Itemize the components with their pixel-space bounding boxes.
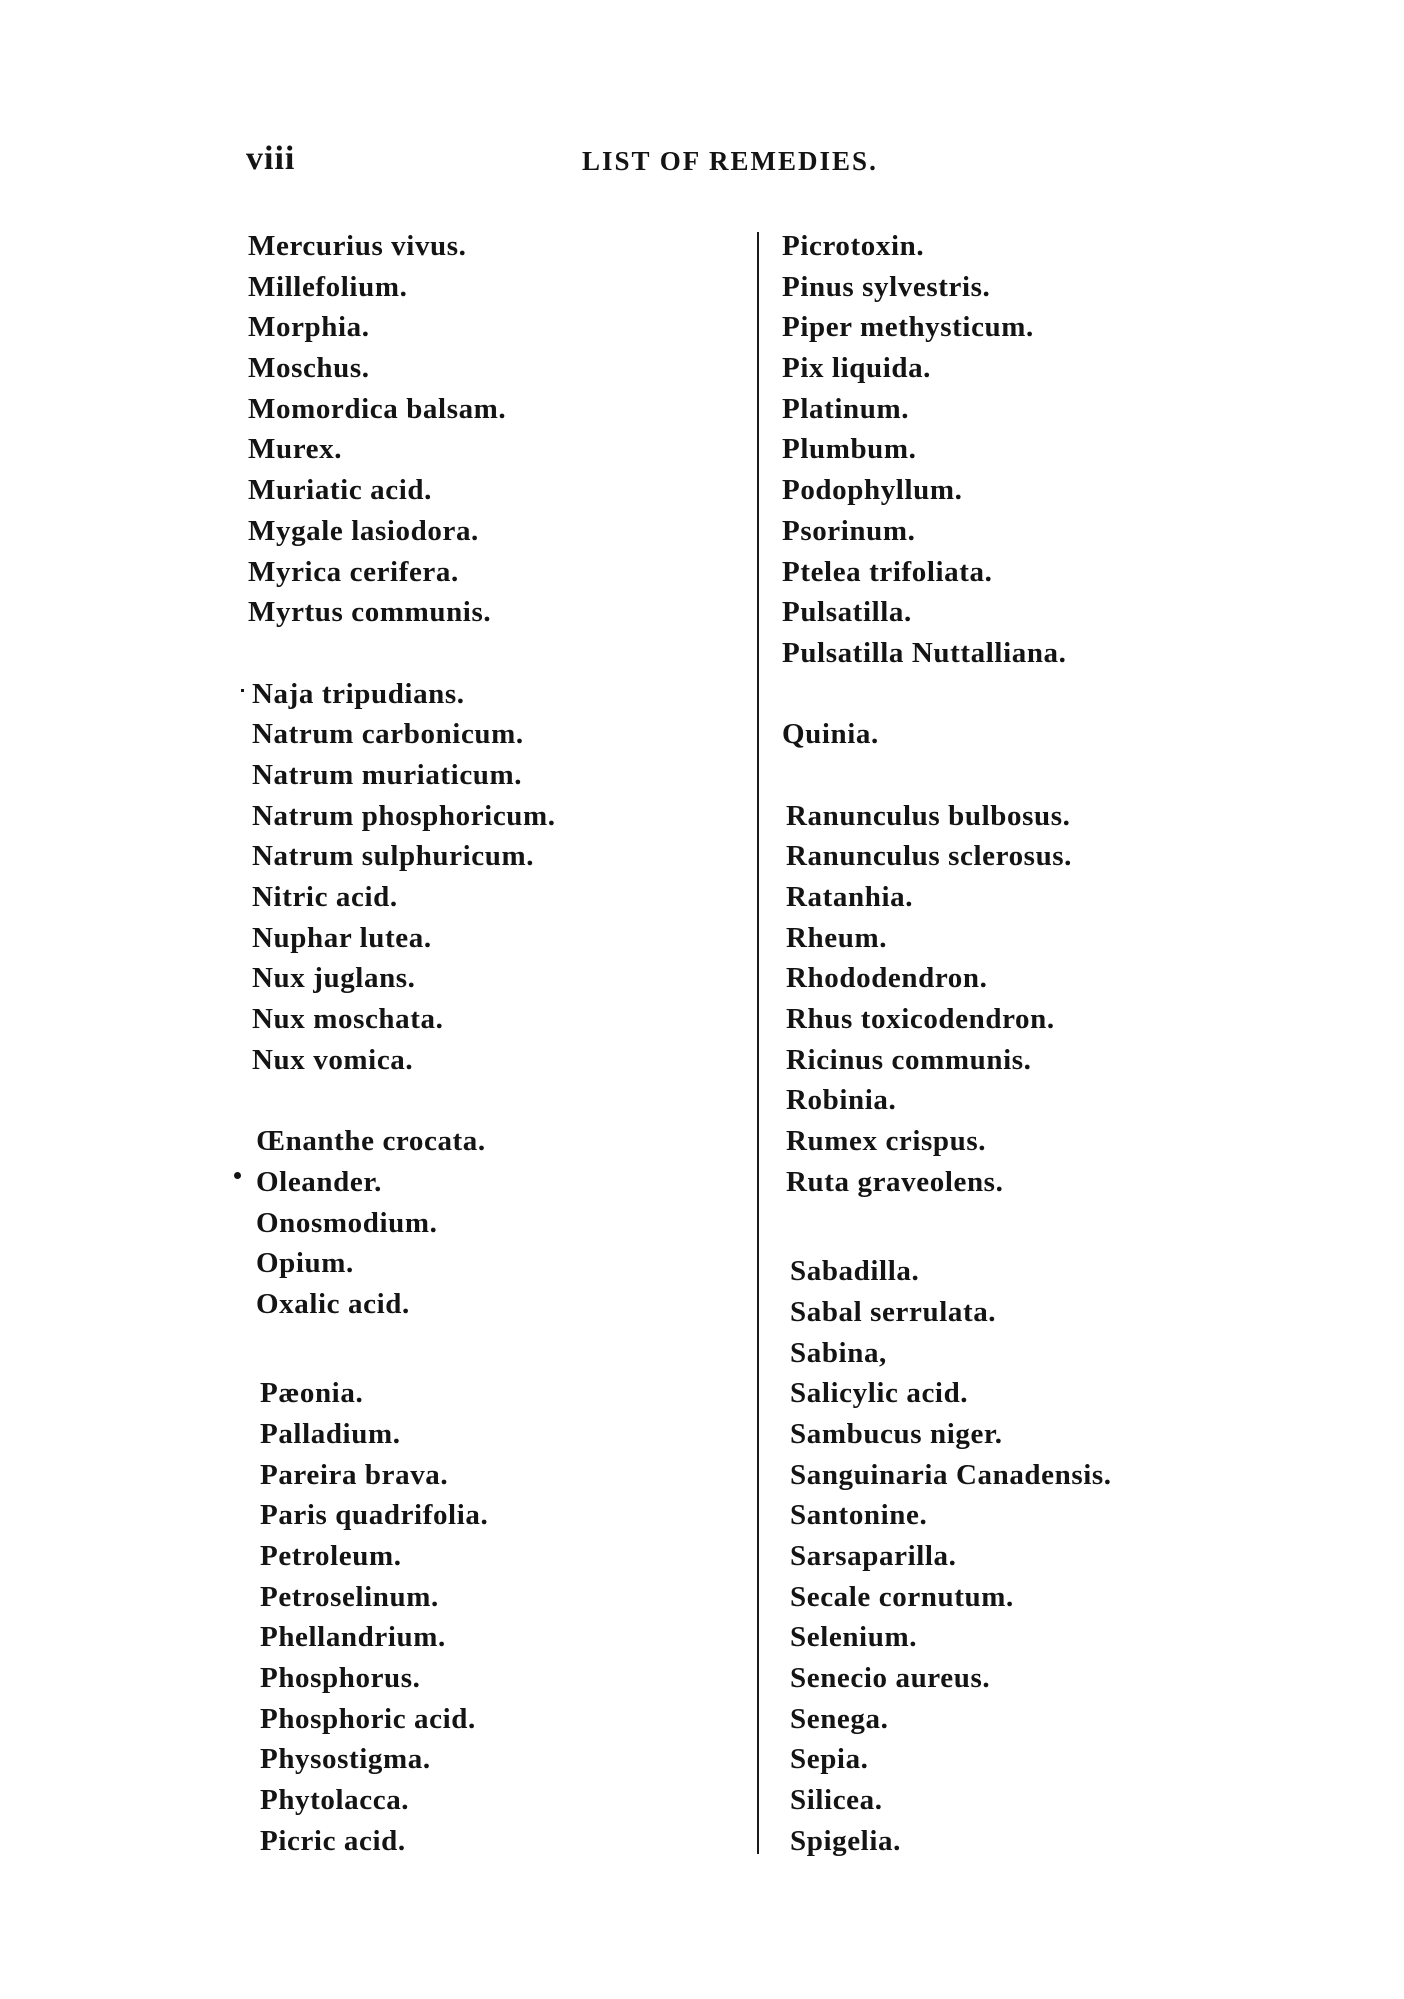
remedy-group-m [248,226,718,633]
remedy-entry: Murex. [248,433,343,466]
remedy-entry: Ricinus communis. [786,1043,1032,1076]
remedy-entry: Pix liquida. [782,352,932,385]
remedy-entry: Myrica cerifera. [248,555,459,588]
remedy-entry: Palladium. [260,1417,401,1450]
remedy-entry: Senega. [790,1702,889,1735]
remedy-entry: Ranunculus sclerosus. [786,840,1073,873]
remedy-entry: Spigelia. [790,1824,901,1857]
remedy-entry: Piper methysticum. [782,311,1034,344]
remedy-entry: Millefolium. [248,270,408,303]
remedy-entry: Picrotoxin. [782,230,925,262]
remedy-entry: Sarsaparilla. [790,1540,957,1572]
remedy-entry: Natrum carbonicum. [252,718,524,751]
remedy-entry: Sabadilla. [790,1255,920,1288]
remedy-entry: Œnanthe crocata. [256,1125,486,1158]
remedy-entry: Rhododendron. [786,962,988,995]
remedy-entry: Rhus toxicodendron. [786,1003,1055,1036]
remedy-entry: Selenium. [790,1621,918,1654]
remedy-entry: Muriatic acid. [248,474,432,507]
remedy-entry: Pinus sylvestris. [782,270,991,303]
left-column [248,226,718,1862]
remedy-entry: Plumbum. [782,433,917,466]
remedy-entry: Quinia. [782,718,879,751]
remedy-entry: Rheum. [786,921,888,954]
remedy-entry: Nux moschata. [252,1003,444,1036]
remedy-entry: Ruta graveolens. [786,1165,1004,1198]
remedy-entry: Sanguinaria Canadensis. [790,1458,1112,1491]
remedy-entry: Naja tripudians. [252,677,465,710]
remedy-entry: Pulsatilla Nuttalliana. [782,636,1067,669]
remedy-entry: Oleander. [256,1165,382,1198]
margin-bullet-mark [234,1172,241,1179]
remedy-group-p-continued [782,226,1222,674]
remedy-entry: Mercurius vivus. [248,230,467,262]
remedy-entry: Natrum muriaticum. [252,758,523,791]
remedy-entry: Physostigma. [260,1743,431,1776]
remedy-entry: Morphia. [248,311,370,344]
remedy-entry: Moschus. [248,352,370,385]
remedy-entry: Opium. [256,1247,354,1280]
remedy-entry: Paris quadrifolia. [260,1499,489,1532]
remedy-entry: Salicylic acid. [790,1377,969,1410]
remedy-entry: Petroselinum. [260,1580,439,1613]
remedy-group-q [782,714,1222,755]
group-spacer [248,1365,718,1373]
remedy-entry: Ptelea trifoliata. [782,555,993,588]
remedy-entry: Nuphar lutea. [252,921,432,954]
remedy-entry: Nux vomica. [252,1043,414,1076]
remedy-entry: Santonine. [790,1499,928,1532]
group-spacer [782,755,1222,796]
remedy-entry: Myrtus communis. [248,596,492,629]
remedy-entry: Platinum. [782,392,910,425]
remedy-group-n [248,674,718,1081]
right-column [782,226,1222,1862]
remedy-entry: Phytolacca. [260,1784,410,1817]
remedy-group-p [248,1373,718,1861]
remedy-entry: Senecio aureus. [790,1662,991,1695]
group-spacer [782,674,1222,715]
remedy-entry: Sepia. [790,1743,869,1776]
running-title: LIST OF REMEDIES. [582,146,878,176]
remedy-entry: Nitric acid. [252,881,398,913]
remedy-entry: Pæonia. [260,1377,364,1410]
remedy-entry: Phosphorus. [260,1662,421,1695]
remedy-entry: Rumex crispus. [786,1125,987,1158]
remedy-entry: Silicea. [790,1784,883,1817]
remedy-entry: Natrum phosphoricum. [252,799,556,832]
remedy-entry: Psorinum. [782,514,916,547]
remedy-entry: Ratanhia. [786,881,914,913]
remedy-entry: Sabal serrulata. [790,1295,997,1328]
remedy-entry: Sambucus niger. [790,1417,1003,1450]
remedy-entry: Natrum sulphuricum. [252,840,535,873]
remedy-entry: Pulsatilla. [782,596,912,629]
remedy-group-o [248,1121,718,1324]
remedy-group-r [782,796,1222,1203]
group-spacer [248,1325,718,1366]
remedy-entry: Pareira brava. [260,1458,449,1491]
remedy-entry: Mygale lasiodora. [248,514,479,547]
group-spacer [782,1243,1222,1251]
remedy-entry: Phosphoric acid. [260,1702,476,1735]
group-spacer [782,1203,1222,1244]
page-number: viii [246,140,296,177]
remedy-entry: Phellandrium. [260,1621,446,1654]
group-spacer [248,633,718,674]
remedy-group-s [782,1251,1222,1861]
margin-mark [241,689,244,692]
remedy-entry: Robinia. [786,1084,897,1117]
remedy-entry: Oxalic acid. [256,1287,410,1320]
group-spacer [248,1080,718,1121]
remedy-entry: Ranunculus bulbosus. [786,799,1071,832]
remedy-entry: Sabina, [790,1336,887,1369]
remedy-entry: Nux juglans. [252,962,416,995]
remedy-entry: Petroleum. [260,1540,402,1572]
remedy-entry: Secale cornutum. [790,1580,1014,1613]
remedy-entry: Podophyllum. [782,474,963,507]
remedy-entry: Picric acid. [260,1824,406,1857]
remedy-entry: Onosmodium. [256,1206,438,1239]
column-divider-rule [757,232,759,1854]
remedy-entry: Momordica balsam. [248,392,507,425]
